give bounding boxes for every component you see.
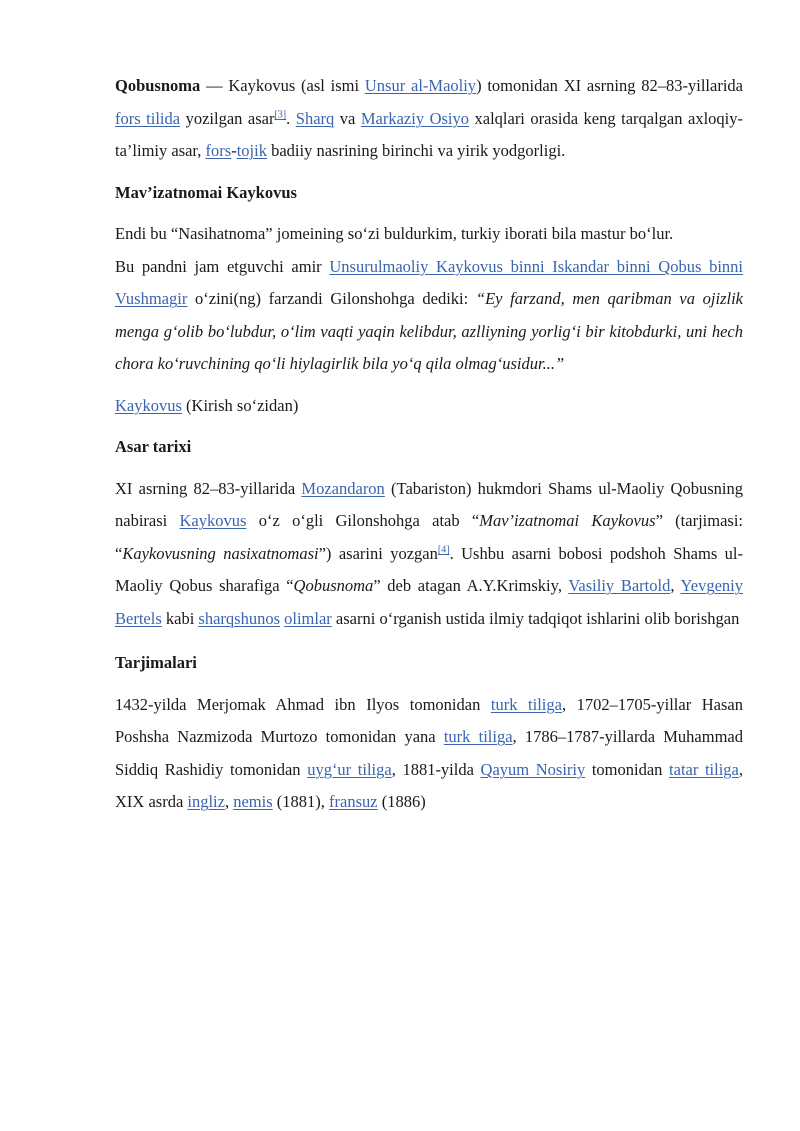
link-fors-tilida[interactable]: fors tilida <box>115 108 181 128</box>
italic-qobusnoma: Qobusnoma <box>293 576 374 595</box>
link-unsur-al-maoliy[interactable]: Unsur al-Maoliy <box>364 76 477 95</box>
link-qayum-nosiriy[interactable]: Qayum Nosiriy <box>480 759 586 779</box>
link-vasiliy-bartold[interactable]: Vasiliy Bartold <box>568 576 671 595</box>
text: (Tabariston) hukmdori Shams ul-Maoliy Qobusning nabirasi <box>115 478 743 530</box>
text: xalqlari orasida keng tarqalgan axloqiy-ta’limiy asar, <box>115 108 743 160</box>
text: , 1702–1705-yillar Hasan Poshsha Nazmizoda Murtozo tomonidan yana <box>115 694 743 746</box>
footnote-ref-4[interactable] <box>438 544 450 555</box>
text: (1881), <box>272 792 330 811</box>
maviz-paragraph-1: Endi bu “Nasihatnoma” jomeining so‘zi buldurkim, turkiy iborati bila mastur bo‘lur. <box>115 224 674 243</box>
link-nemis[interactable]: nemis <box>233 792 273 811</box>
text: va <box>334 108 361 128</box>
link-mozandaron[interactable]: Mozandaron <box>301 478 385 498</box>
intro-paragraph <box>115 70 743 168</box>
link-tojik[interactable]: tojik <box>236 141 267 160</box>
link-turk-tiliga-2[interactable]: turk tiliga <box>443 727 513 746</box>
text: kabi <box>161 608 199 628</box>
document-page <box>115 70 743 819</box>
italic-title: Mav’izatnomai Kaykovus <box>479 511 656 530</box>
text: , XIX asrda <box>115 759 744 811</box>
maviz-paragraph-2 <box>115 251 743 381</box>
link-kaykovus[interactable]: Kaykovus <box>179 511 247 530</box>
link-uygur-tiliga[interactable]: uyg‘ur tiliga <box>307 759 392 779</box>
link-fors[interactable]: fors <box>205 141 232 160</box>
link-sharq[interactable]: Sharq <box>295 108 335 128</box>
link-kaykovus-attrib[interactable]: Kaykovus <box>115 395 182 415</box>
text: (1886) <box>377 792 426 811</box>
link-tatar-tiliga[interactable]: tatar tiliga <box>669 759 739 779</box>
footnote-link-4[interactable]: [4] <box>437 544 450 555</box>
text: 1432-yilda Merjomak Ahmad ibn Ilyos tomonidan <box>115 694 491 714</box>
heading-asar-tarixi: Asar tarixi <box>115 437 192 456</box>
text: , <box>670 576 681 595</box>
attribution <box>115 390 743 423</box>
text: . Ushbu asarni bobosi podshoh Shams ul-Maoliy Qobus sharafiga “ <box>115 543 743 595</box>
heading-tarjimalari: Tarjimalari <box>115 653 197 672</box>
term-qobusnoma: Qobusnoma <box>115 76 201 95</box>
link-markaziy-osiyo[interactable]: Markaziy Osiyo <box>360 108 469 128</box>
text: ) tomonidan XI asrning 82–83-yillarida <box>476 76 743 95</box>
text: ”) asarini yozgan <box>318 543 438 563</box>
link-olimlar[interactable]: olimlar <box>284 608 332 628</box>
quote-text: “Ey farzand, men qaribman va ojizlik menga g‘olib bo‘lubdur, o‘lim vaqti yaqin kelibdur, azlliyning yorlig‘i bir kitobdurki, uni hech chora ko‘ruvchining qo‘li hiylagirlik bila yo‘q qila olmag‘usidur...” <box>115 289 743 373</box>
italic-translation: Kaykovusning nasixatnomasi <box>122 543 319 563</box>
text: ” deb atagan A.Y.Krimskiy, <box>373 576 569 595</box>
text: o‘z o‘gli Gilonshohga atab “ <box>246 511 480 530</box>
tarix-paragraph <box>115 473 743 636</box>
text: XI asrning 82–83-yillarida <box>115 478 302 498</box>
text: tomonidan <box>585 759 670 779</box>
text: — Kaykovus (asl ismi <box>200 76 365 95</box>
text: ” (tarjimasi: “ <box>115 511 743 563</box>
link-fransuz[interactable]: fransuz <box>329 792 378 811</box>
footnote-link-3[interactable]: [3] <box>274 109 287 120</box>
text: (Kirish so‘zidan) <box>181 395 299 415</box>
text: Bu pandni jam etguvchi amir <box>115 256 330 276</box>
link-unsurulmaoliy[interactable]: Unsurulmaoliy Kaykovus binni Iskandar binni Qobus binni Vushmagir <box>115 256 743 308</box>
tarjima-paragraph <box>115 689 743 819</box>
text: badiiy nasrining birinchi va yirik yodgorligi. <box>266 141 566 160</box>
text: yozilgan asar <box>180 108 275 128</box>
link-ingliz[interactable]: ingliz <box>187 792 225 811</box>
link-sharqshunos[interactable]: sharqshunos <box>198 608 281 628</box>
text: , 1786–1787-yillarda Muhammad Siddiq Rashidiy tomonidan <box>115 727 743 779</box>
text: asarni o‘rganish ustida ilmiy tadqiqot ishlarini olib borishgan <box>331 608 740 628</box>
text: , <box>224 792 234 811</box>
text: o‘zini(ng) farzandi Gilonshohga dediki: <box>187 289 476 308</box>
text: . <box>286 108 296 128</box>
link-yevgeniy-bertels[interactable]: Yevgeniy Bertels <box>115 576 744 628</box>
heading-mavizatnomai: Mav’izatnomai Kaykovus <box>115 182 297 202</box>
text: , 1881-yilda <box>391 759 481 779</box>
link-turk-tiliga-1[interactable]: turk tiliga <box>490 694 562 714</box>
text: - <box>231 141 237 160</box>
footnote-ref-3[interactable] <box>274 109 286 120</box>
